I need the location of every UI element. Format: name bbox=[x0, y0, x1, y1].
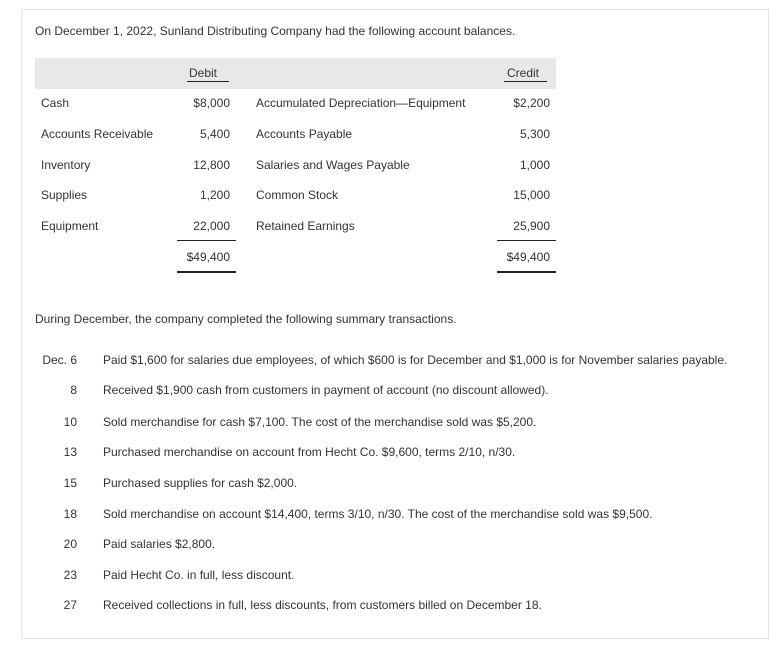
credit-account: Accounts Payable bbox=[256, 127, 353, 141]
credit-amount: $2,200 bbox=[513, 96, 550, 110]
debit-amount: $8,000 bbox=[193, 96, 230, 110]
credit-header: Credit bbox=[507, 66, 540, 80]
transaction-date: 15 bbox=[63, 476, 77, 490]
transaction-date: 8 bbox=[70, 383, 77, 397]
credit-account: Salaries and Wages Payable bbox=[256, 158, 410, 172]
transaction-date: 27 bbox=[63, 598, 77, 612]
transaction-date: 23 bbox=[63, 568, 77, 582]
transaction-text: Purchased supplies for cash $2,000. bbox=[103, 476, 298, 490]
transaction-text: Sold merchandise for cash $7,100. The cost of the merchandise sold was $5,200. bbox=[103, 415, 537, 429]
debit-amount: 12,800 bbox=[193, 158, 230, 172]
transaction-text: Received $1,900 cash from customers in payment of account (no discount allowed). bbox=[103, 383, 549, 397]
account-balances-table bbox=[35, 58, 556, 278]
transaction-text: Paid salaries $2,800. bbox=[103, 537, 216, 551]
transaction-date: Dec. 6 bbox=[42, 353, 77, 367]
debit-account: Supplies bbox=[41, 188, 88, 202]
transaction-date: 20 bbox=[63, 537, 77, 551]
credit-amount: 1,000 bbox=[519, 158, 550, 172]
credit-amount: 25,900 bbox=[513, 219, 550, 233]
credit-total-double-rule bbox=[497, 271, 556, 273]
credit-total: $49,400 bbox=[506, 250, 550, 264]
credit-account: Accumulated Depreciation—Equipment bbox=[256, 96, 466, 110]
debit-total-rule bbox=[177, 240, 236, 241]
transaction-text: Paid Hecht Co. in full, less discount. bbox=[103, 568, 295, 582]
transaction-text: Paid $1,600 for salaries due employees, of which $600 is for December and $1,000 is for November salaries payable. bbox=[103, 353, 728, 367]
transaction-date: 18 bbox=[63, 507, 77, 521]
debit-amount: 5,400 bbox=[199, 127, 230, 141]
transaction-text: Purchased merchandise on account from Hecht Co. $9,600, terms 2/10, n/30. bbox=[103, 445, 516, 459]
credit-total-rule bbox=[497, 240, 556, 241]
transaction-text: Sold merchandise on account $14,400, terms 3/10, n/30. The cost of the merchandise sold was $9,500. bbox=[103, 507, 653, 521]
debit-total: $49,400 bbox=[186, 250, 230, 264]
transaction-date: 10 bbox=[63, 415, 77, 429]
debit-account: Equipment bbox=[41, 219, 99, 233]
transaction-text: Received collections in full, less discounts, from customers billed on December 18. bbox=[103, 598, 542, 612]
debit-account: Accounts Receivable bbox=[41, 127, 154, 141]
debit-account: Cash bbox=[41, 96, 70, 110]
debit-header-underline bbox=[187, 81, 229, 82]
debit-header: Debit bbox=[189, 66, 218, 80]
intro-text: On December 1, 2022, Sunland Distributing Company had the following account balances. bbox=[35, 24, 516, 38]
credit-account: Common Stock bbox=[256, 188, 339, 202]
debit-amount: 1,200 bbox=[199, 188, 230, 202]
credit-account: Retained Earnings bbox=[256, 219, 355, 233]
debit-account: Inventory bbox=[41, 158, 91, 172]
table-header bbox=[35, 58, 556, 89]
transaction-date: 13 bbox=[63, 445, 77, 459]
transactions-intro: During December, the company completed the following summary transactions. bbox=[35, 312, 457, 326]
debit-amount: 22,000 bbox=[193, 219, 230, 233]
credit-header-underline bbox=[504, 81, 547, 82]
debit-total-double-rule bbox=[177, 271, 236, 273]
credit-amount: 15,000 bbox=[513, 188, 550, 202]
credit-amount: 5,300 bbox=[519, 127, 550, 141]
